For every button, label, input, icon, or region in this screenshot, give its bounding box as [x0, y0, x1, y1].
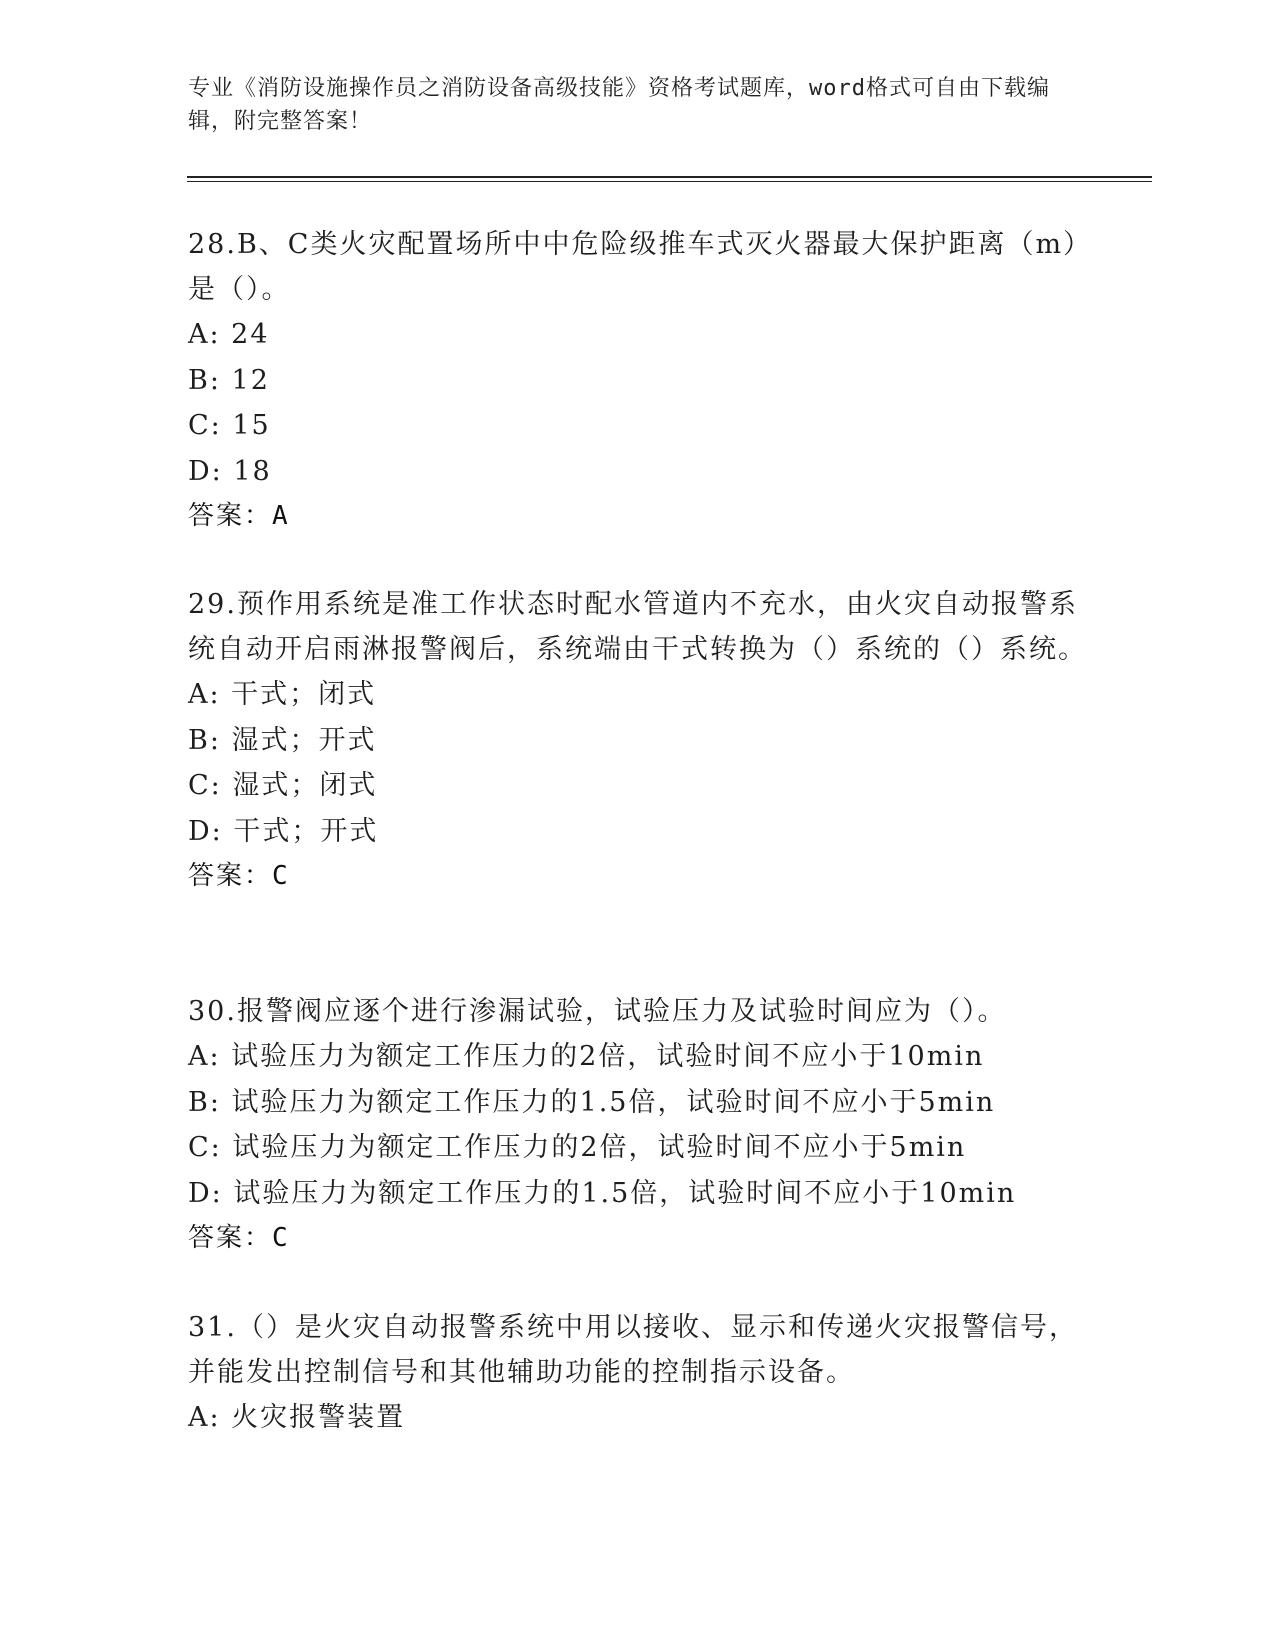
option-a: A: 试验压力为额定工作压力的2倍，试验时间不应小于10min — [188, 1041, 985, 1072]
question-stem: 31.（）是火灾自动报警系统中用以接收、显示和传递火灾报警信号，并能发出控制信号和其他辅助功能的控制指示设备。 — [188, 1312, 1078, 1388]
answer-label: 答案： — [188, 501, 273, 531]
answer-line — [188, 494, 1088, 539]
answer-label: 答案： — [188, 1223, 273, 1253]
option-a: A: 火灾报警装置 — [188, 1402, 406, 1433]
option-d: D: 18 — [188, 455, 272, 487]
question-30 — [188, 989, 1088, 1261]
answer-value: C — [272, 1223, 290, 1253]
question-31 — [188, 1305, 1088, 1441]
answer-line — [188, 1216, 1088, 1261]
option-d: D: 试验压力为额定工作压力的1.5倍，试验时间不应小于10min — [188, 1177, 1017, 1209]
header-divider-thin — [187, 181, 1152, 182]
intro-text: 专业《消防设施操作员之消防设备高级技能》资格考试题库，word格式可自由下载编辑，附完整答案！ — [188, 76, 1050, 134]
answer-value: C — [272, 861, 290, 891]
option-b: B: 12 — [188, 364, 270, 396]
option-c: C: 15 — [188, 410, 271, 441]
question-stem: 29.预作用系统是准工作状态时配水管道内不充水，由火灾自动报警系统自动开启雨淋报警阀后，系统端由干式转换为（）系统的（）系统。 — [188, 589, 1087, 665]
option-b: B: 湿式；开式 — [188, 724, 377, 756]
option-c: C: 湿式；闭式 — [188, 770, 378, 801]
option-b: B: 试验压力为额定工作压力的1.5倍，试验时间不应小于5min — [188, 1086, 996, 1118]
option-a: A: 24 — [188, 319, 270, 350]
answer-line — [188, 854, 1088, 899]
option-a: A: 干式；闭式 — [188, 679, 377, 710]
answer-label: 答案： — [188, 861, 273, 891]
question-stem: 30.报警阀应逐个进行渗漏试验，试验压力及试验时间应为（）。 — [188, 996, 1007, 1027]
question-28 — [188, 222, 1088, 539]
question-stem: 28.B、C类火灾配置场所中中危险级推车式灭火器最大保护距离（m）是（）。 — [188, 229, 1079, 305]
answer-value: A — [272, 501, 290, 531]
header-divider-thick — [187, 176, 1152, 178]
question-29 — [188, 582, 1088, 899]
option-d: D: 干式；开式 — [188, 815, 379, 847]
option-c: C: 试验压力为额定工作压力的2倍，试验时间不应小于5min — [188, 1132, 967, 1163]
